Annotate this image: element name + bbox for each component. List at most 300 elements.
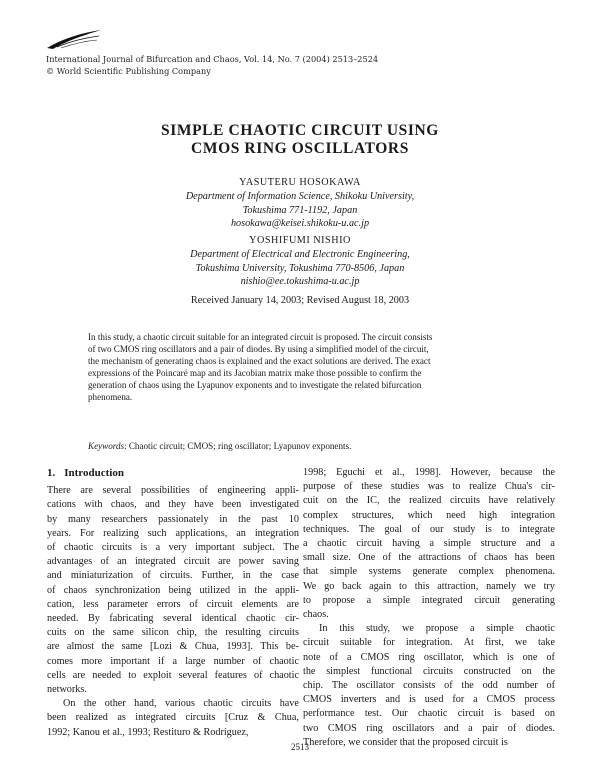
word: circuits — [101, 542, 132, 554]
word: as — [117, 712, 126, 724]
word: This — [260, 641, 279, 653]
word: of — [546, 651, 555, 663]
word: errors — [156, 598, 181, 610]
word: and — [385, 694, 401, 706]
keywords-label: Keywords — [88, 441, 125, 451]
word: the — [101, 641, 115, 653]
word: cir- — [541, 481, 555, 493]
text-line — [47, 669, 299, 683]
word: realize — [469, 481, 497, 493]
word: of — [189, 598, 198, 610]
word: chaotic — [246, 613, 276, 625]
word: generating — [511, 594, 555, 606]
word: a — [469, 623, 475, 635]
word: researchers — [101, 513, 148, 525]
word: chaos — [484, 552, 508, 564]
text-line — [47, 498, 299, 512]
text-line-content: chaos. — [303, 609, 329, 621]
word: many — [68, 513, 91, 525]
word: of — [253, 669, 263, 681]
word: large — [185, 655, 206, 667]
text-line — [47, 584, 299, 598]
paper-title — [0, 122, 600, 158]
word: same — [121, 641, 143, 653]
word: The — [358, 523, 375, 535]
word: of — [47, 584, 56, 596]
word: circuits. — [159, 570, 193, 582]
text-line — [47, 513, 299, 527]
word: two — [303, 722, 319, 734]
word: we — [401, 623, 414, 635]
abstract — [88, 332, 513, 403]
abstract-line: of two CMOS ring oscillators and a pair of diodes. By using a simplified model of the circuit, — [88, 343, 429, 354]
word: size. — [332, 552, 351, 564]
word: for — [452, 694, 465, 706]
word: relatively — [516, 495, 555, 507]
journal-header — [46, 53, 378, 77]
word: have — [279, 698, 299, 710]
word: on — [521, 665, 532, 677]
word: the — [345, 495, 359, 507]
word: chaotic — [418, 708, 448, 720]
word: circuit — [474, 594, 501, 606]
author-name: YOSHIFUMI NISHIO — [249, 235, 351, 246]
word: Eguchi — [336, 467, 366, 478]
word: appli- — [275, 584, 299, 596]
word: several — [102, 485, 132, 497]
word: propose — [322, 594, 355, 606]
word: IC, — [366, 495, 380, 507]
word: of — [252, 655, 262, 667]
word: comes — [47, 655, 74, 667]
word: simple — [443, 538, 471, 550]
word: circuit — [303, 637, 330, 649]
word: passionately — [158, 513, 209, 525]
word: a — [429, 538, 435, 550]
word: one — [522, 651, 538, 663]
word: complex — [458, 566, 494, 578]
word: studies — [390, 481, 420, 493]
word: miniaturization — [70, 570, 134, 582]
word: oscillator, — [423, 651, 464, 663]
word: circuits — [450, 495, 480, 507]
word: cuit — [303, 495, 319, 507]
left-column — [47, 466, 299, 740]
word: chaos, — [110, 499, 137, 511]
word: complex — [303, 509, 339, 521]
word: realized — [409, 495, 442, 507]
word: integrated — [421, 594, 463, 606]
text-line — [47, 626, 299, 640]
word: being — [168, 584, 192, 596]
word: Our — [391, 708, 408, 720]
word: fabricating — [109, 613, 154, 625]
word: the — [238, 513, 251, 525]
word: circuits — [185, 712, 216, 724]
word: We — [303, 580, 317, 592]
abstract-line: the mechanism of generating chaos is explained and the exact solutions are derived. The exact — [88, 355, 431, 366]
word: on — [544, 708, 555, 720]
word: chip. — [303, 680, 324, 692]
word: inverters — [340, 694, 377, 706]
word: they — [168, 499, 186, 511]
word: purpose — [303, 481, 336, 493]
word: more — [81, 655, 103, 667]
word: used — [424, 694, 444, 706]
word: pair — [482, 722, 499, 734]
word: engineering — [217, 485, 266, 497]
word: was — [427, 481, 444, 493]
word: to — [303, 594, 311, 606]
word: hand, — [134, 698, 157, 710]
text-line — [303, 594, 555, 608]
word: a — [172, 655, 178, 667]
word: to — [501, 523, 510, 535]
word: saving — [272, 556, 299, 568]
text-line — [303, 608, 555, 622]
word: exploit — [143, 669, 172, 681]
word: have — [194, 499, 214, 511]
text-line — [47, 697, 299, 711]
word: a — [473, 694, 478, 706]
word: oscillator — [356, 680, 395, 692]
word: constructed — [463, 665, 511, 677]
word: attractions — [418, 552, 461, 564]
word: suitable — [340, 637, 372, 649]
text-line — [47, 598, 299, 612]
text-line — [47, 555, 299, 569]
word: of — [343, 481, 353, 493]
word: other — [104, 698, 126, 710]
word: On — [63, 698, 76, 710]
word: cuits — [47, 627, 67, 639]
author-email: nishio@ee.tokushima-u.ac.jp — [240, 276, 360, 288]
author-email: hosokawa@keisei.shikoku-u.ac.jp — [230, 218, 370, 230]
word: in — [238, 584, 247, 596]
word: an — [236, 527, 246, 539]
word: the — [542, 467, 555, 478]
word: 10 — [288, 513, 299, 525]
word: be- — [285, 641, 299, 653]
text-line — [303, 466, 555, 480]
word: same — [112, 627, 134, 639]
word: namely — [486, 580, 517, 592]
word: performance — [303, 708, 355, 720]
word: chaos — [63, 584, 87, 596]
abstract-line: In this study, a chaotic circuit suitable for an integrated circuit is proposed. The circuit consists — [88, 332, 433, 342]
word: cells — [47, 669, 66, 681]
text-line — [47, 541, 299, 555]
word: odd — [482, 680, 498, 692]
word: CMOS — [327, 722, 357, 734]
text-line — [303, 665, 555, 679]
word: take — [538, 637, 555, 649]
word: need — [446, 509, 466, 521]
word: The — [283, 542, 299, 554]
word: to — [128, 669, 137, 681]
text-line — [303, 494, 555, 508]
word: utilized — [199, 584, 231, 596]
word: in — [242, 570, 251, 582]
word: realizing — [103, 527, 139, 539]
word: functional — [370, 665, 413, 677]
word: this — [414, 580, 430, 592]
word: of — [199, 485, 208, 497]
section-number: 1. — [47, 467, 56, 479]
word: simple — [486, 623, 514, 635]
word: chaotic — [63, 542, 94, 554]
abstract-line: expressions of the Poincaré map and its Jacobian matrix make those possible to confirm the — [88, 367, 422, 378]
word: a — [468, 722, 473, 734]
word: simple — [382, 594, 411, 606]
abstract-line: phenomena. — [88, 391, 133, 402]
word: goal — [384, 523, 402, 535]
word: a — [366, 594, 372, 606]
text-line — [303, 679, 555, 693]
word: we — [523, 580, 536, 592]
section-title: Introduction — [64, 467, 124, 479]
word: Chua's — [504, 481, 533, 493]
word: circuit — [183, 556, 210, 568]
text-line — [47, 612, 299, 626]
word: of — [142, 570, 151, 582]
word: diodes. — [525, 722, 555, 734]
word: a — [347, 651, 352, 663]
word: is — [409, 694, 416, 706]
text-line — [47, 683, 299, 697]
word: the — [303, 665, 316, 677]
word: CMOS — [486, 694, 516, 706]
word: the — [398, 552, 411, 564]
word: and — [47, 570, 62, 582]
word: circuits — [423, 665, 454, 677]
title-line-2: CMOS RING OSCILLATORS — [191, 140, 409, 157]
word: by — [47, 513, 58, 525]
word: almost — [66, 641, 95, 653]
word: a — [155, 542, 161, 554]
word: in — [219, 513, 228, 525]
text-line — [303, 651, 555, 665]
word: several — [178, 669, 208, 681]
word: appli- — [275, 485, 299, 497]
word: go — [324, 580, 335, 592]
word: test. — [364, 708, 382, 720]
text-line-content: networks. — [47, 684, 87, 696]
word: various — [164, 698, 195, 710]
text-line — [303, 509, 555, 523]
word: simple — [329, 566, 358, 578]
author-name: YASUTERU HOSOKAWA — [239, 177, 361, 188]
word: to — [452, 481, 461, 493]
word: consists — [403, 680, 436, 692]
word: chip, — [176, 627, 197, 639]
word: that — [303, 566, 319, 578]
word: generate — [412, 566, 448, 578]
text-line — [303, 565, 555, 579]
text-line — [303, 707, 555, 721]
text-line — [47, 655, 299, 669]
word: There — [47, 485, 71, 497]
word: However, — [450, 467, 491, 478]
word: number — [506, 680, 538, 692]
word: such — [147, 527, 167, 539]
word: is — [485, 523, 492, 535]
word: integrated — [134, 556, 176, 568]
word: very — [168, 542, 187, 554]
word: note — [303, 651, 321, 663]
body-text — [303, 466, 555, 750]
word: ring — [398, 651, 415, 663]
word: propose — [425, 623, 459, 635]
word: attraction, — [437, 580, 479, 592]
word: small — [303, 552, 326, 564]
word: integration. — [405, 637, 453, 649]
word: case — [281, 570, 299, 582]
text-line — [303, 580, 555, 594]
word: an — [117, 556, 127, 568]
word: again — [369, 580, 392, 592]
word: this — [339, 623, 355, 635]
word: possibilities — [140, 485, 190, 497]
text-line — [47, 726, 299, 740]
text-line — [303, 622, 555, 636]
word: cations — [47, 499, 76, 511]
word: For — [80, 527, 95, 539]
text-line — [303, 551, 555, 565]
word: chaotic — [525, 623, 555, 635]
word: these — [361, 481, 383, 493]
word: simplest — [326, 665, 361, 677]
title-line-1: SIMPLE CHAOTIC CIRCUIT USING — [161, 122, 439, 139]
word: important — [195, 542, 235, 554]
word: process — [524, 694, 555, 706]
word: The — [331, 680, 348, 692]
word: integrate — [519, 523, 555, 535]
right-column — [303, 466, 555, 750]
word: 1998]. — [414, 467, 441, 478]
word: and — [145, 499, 160, 511]
word: oscillators — [392, 722, 435, 734]
word: has — [514, 552, 529, 564]
word: realized — [75, 712, 108, 724]
word: which — [472, 651, 498, 663]
word: CMOS — [303, 694, 332, 706]
word: first, — [484, 637, 504, 649]
word: parameter — [107, 598, 149, 610]
page-number: 2513 — [291, 742, 309, 752]
word: Chua, — [194, 641, 219, 653]
word: et — [374, 467, 383, 478]
word: been — [535, 552, 555, 564]
publisher-logo-icon — [45, 28, 103, 50]
word: the — [388, 495, 401, 507]
word: back — [342, 580, 362, 592]
text-line — [303, 523, 555, 537]
word: By — [87, 613, 100, 625]
word: chaotic — [269, 669, 299, 681]
word: on — [74, 627, 85, 639]
word: we — [515, 637, 527, 649]
author-affiliation — [0, 248, 600, 289]
word: of — [47, 542, 56, 554]
text-line — [303, 722, 555, 736]
word: which — [407, 509, 433, 521]
word: important — [110, 655, 150, 667]
text-line — [303, 537, 555, 551]
word: of — [468, 552, 477, 564]
word: of — [444, 680, 453, 692]
word: are — [47, 641, 60, 653]
text-line-content: 1992; Kanou et al., 1993; Restituro & Rodríguez, — [47, 726, 249, 738]
word: cir- — [285, 613, 299, 625]
journal-citation: International Journal of Bifurcation and Chaos, Vol. 14, No. 7 (2004) 2513–2524 — [46, 54, 379, 64]
word: identical — [201, 613, 237, 625]
word: of — [411, 523, 421, 535]
keywords-text: : Chaotic circuit; CMOS; ring oscillator; Lyapunov exponents. — [124, 441, 352, 451]
word: is — [506, 651, 514, 663]
word: features — [214, 669, 247, 681]
copyright-notice: © World Scientific Publishing Company — [46, 66, 211, 76]
word: for — [382, 637, 395, 649]
keywords — [88, 441, 351, 451]
word: of — [507, 722, 517, 734]
word: to — [399, 580, 407, 592]
word: ring — [366, 722, 383, 734]
affiliation-line: Department of Information Science, Shikoku University, — [185, 191, 415, 202]
word: of — [546, 680, 555, 692]
word: the — [83, 698, 97, 710]
word: past — [261, 513, 278, 525]
section-heading — [47, 466, 299, 480]
word: study — [453, 523, 476, 535]
word: 1993]. — [226, 641, 253, 653]
word: cation, — [47, 598, 75, 610]
text-line — [303, 480, 555, 494]
word: & — [179, 641, 188, 653]
word: [Lozi — [149, 641, 172, 653]
text-line — [303, 693, 555, 707]
word: having — [392, 538, 420, 550]
word: because — [500, 467, 533, 478]
text-line — [303, 636, 555, 650]
word: 1998; — [303, 467, 327, 478]
word: is — [494, 708, 501, 720]
word: circuit — [206, 598, 233, 610]
word: Further, — [201, 570, 234, 582]
word: systems — [368, 566, 401, 578]
word: the — [204, 627, 218, 639]
word: advantages — [47, 556, 93, 568]
word: & — [257, 712, 266, 724]
word: of — [329, 651, 339, 663]
text-line — [47, 711, 299, 725]
word: investigated — [249, 499, 299, 511]
word: and — [443, 722, 459, 734]
word: years. — [47, 527, 72, 539]
word: At — [463, 637, 474, 649]
word: been — [47, 712, 67, 724]
word: and — [526, 538, 541, 550]
word: the — [92, 627, 105, 639]
word: integration — [510, 509, 555, 521]
word: needed. — [47, 613, 79, 625]
word: elements — [241, 598, 278, 610]
word: CMOS — [360, 651, 390, 663]
word: of — [382, 552, 392, 564]
word: of — [100, 556, 109, 568]
text-line — [47, 484, 299, 498]
abstract-line: generation of chaos using the Lyapunov exponents and to investigate the related bifurcation — [88, 379, 422, 390]
